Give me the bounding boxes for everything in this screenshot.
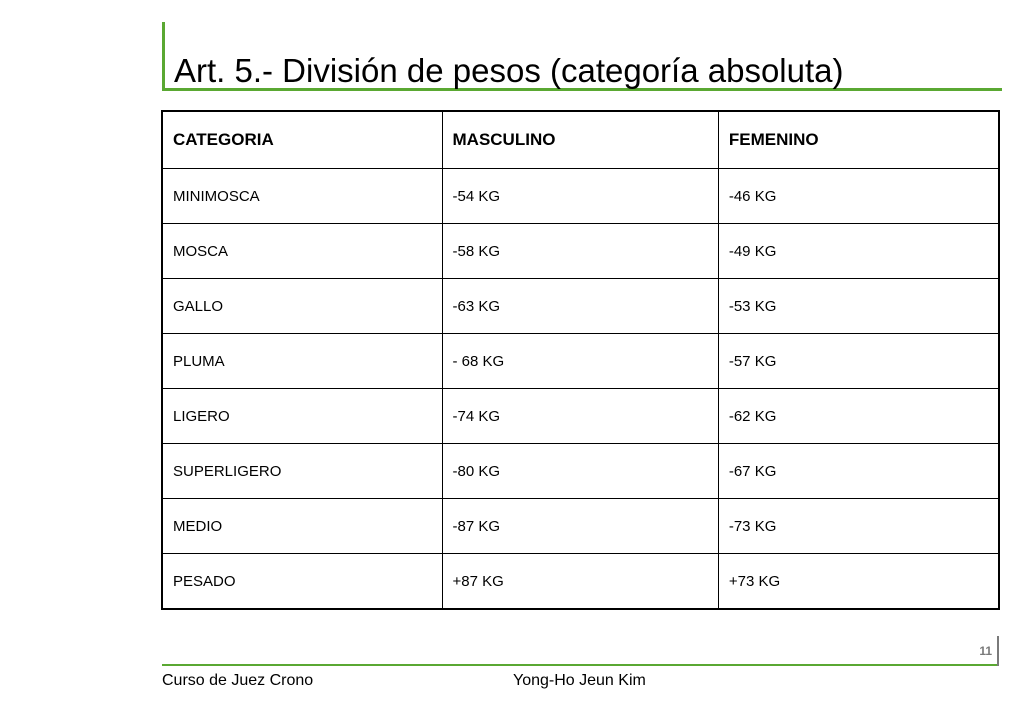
table-row <box>162 279 999 334</box>
table-header <box>162 111 999 169</box>
female-weight-cell: -67 KG <box>718 444 999 499</box>
male-weight-cell: +87 KG <box>442 554 718 610</box>
footer-course-name: Curso de Juez Crono <box>162 672 314 689</box>
category-cell: MOSCA <box>162 224 442 279</box>
male-weight-cell: -87 KG <box>442 499 718 554</box>
table-row <box>162 554 999 610</box>
table-row <box>162 334 999 389</box>
female-weight-cell: -46 KG <box>718 169 999 224</box>
header-categoria: CATEGORIA <box>162 111 442 169</box>
header-masculino: MASCULINO <box>442 111 718 169</box>
male-weight-cell: -63 KG <box>442 279 718 334</box>
header-row <box>162 111 999 169</box>
table-row <box>162 389 999 444</box>
table-row <box>162 499 999 554</box>
female-weight-cell: -62 KG <box>718 389 999 444</box>
male-weight-cell: -80 KG <box>442 444 718 499</box>
footer-divider <box>162 664 998 666</box>
category-cell: SUPERLIGERO <box>162 444 442 499</box>
category-cell: MINIMOSCA <box>162 169 442 224</box>
header-femenino: FEMENINO <box>718 111 999 169</box>
female-weight-cell: -73 KG <box>718 499 999 554</box>
page-number-tick <box>997 636 999 666</box>
female-weight-cell: -57 KG <box>718 334 999 389</box>
female-weight-cell: +73 KG <box>718 554 999 610</box>
table-row <box>162 444 999 499</box>
category-cell: MEDIO <box>162 499 442 554</box>
title-accent-bar <box>162 22 165 90</box>
female-weight-cell: -53 KG <box>718 279 999 334</box>
table-row <box>162 224 999 279</box>
table-body <box>162 169 999 610</box>
page-number: 11 <box>979 644 992 658</box>
weight-division-table <box>161 110 1000 610</box>
slide-title: Art. 5.- División de pesos (categoría absoluta) <box>174 52 844 89</box>
category-cell: PLUMA <box>162 334 442 389</box>
table-row <box>162 169 999 224</box>
male-weight-cell: -74 KG <box>442 389 718 444</box>
category-cell: PESADO <box>162 554 442 610</box>
female-weight-cell: -49 KG <box>718 224 999 279</box>
category-cell: LIGERO <box>162 389 442 444</box>
male-weight-cell: - 68 KG <box>442 334 718 389</box>
male-weight-cell: -54 KG <box>442 169 718 224</box>
male-weight-cell: -58 KG <box>442 224 718 279</box>
footer-author: Yong-Ho Jeun Kim <box>513 672 646 689</box>
category-cell: GALLO <box>162 279 442 334</box>
